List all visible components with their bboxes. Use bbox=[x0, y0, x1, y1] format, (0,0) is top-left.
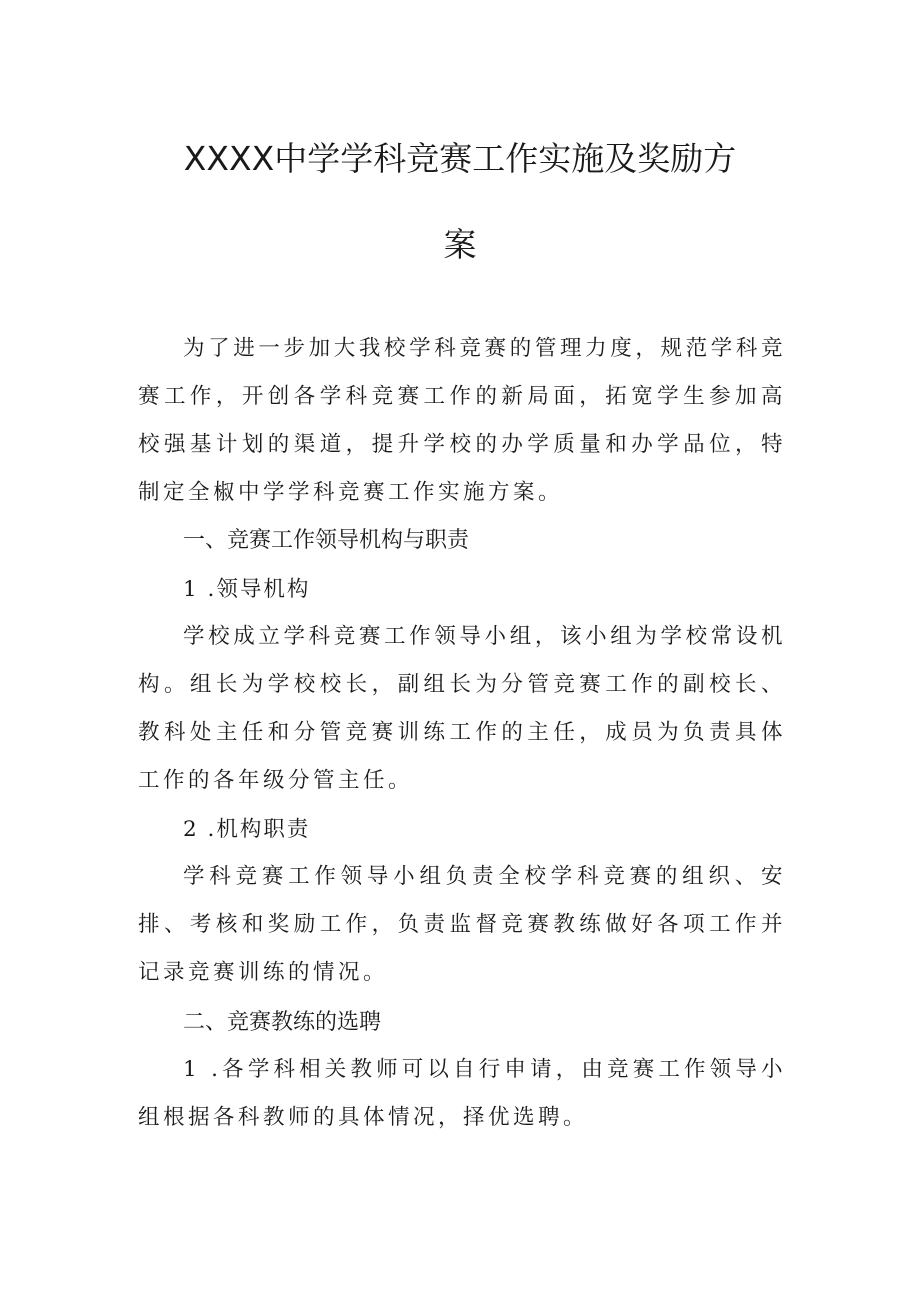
section-1-heading: 一、竞赛工作领导机构与职责 bbox=[183, 528, 470, 553]
section-1-item-2-paragraph: 学科竞赛工作领导小组负责全校学科竞赛的组织、安排、考核和奖励工作，负责监督竞赛教练做好各项工作并记录竞赛训练的情况。 bbox=[138, 864, 786, 985]
section-2-heading: 二、竞赛教练的选聘 bbox=[183, 1010, 382, 1035]
section-1-item-1-label: 1 .领导机构 bbox=[183, 577, 311, 602]
intro-paragraph: 为了进一步加大我校学科竞赛的管理力度，规范学科竞赛工作，开创各学科竞赛工作的新局面，拓宽学生参加高校强基计划的渠道，提升学校的办学质量和办学品位，特制定全椒中学学科竞赛工作实施方案。 bbox=[138, 336, 786, 505]
document-title-line-2: 案 bbox=[443, 225, 477, 264]
section-1-item-1-paragraph: 学校成立学科竞赛工作领导小组，该小组为学校常设机构。组长为学校校长，副组长为分管竞赛工作的副校长、教科处主任和分管竞赛训练工作的主任，成员为负责具体工作的各年级分管主任。 bbox=[138, 624, 786, 793]
section-1-item-2-label: 2 .机构职责 bbox=[183, 817, 311, 842]
section-2-item-1-paragraph: 1 .各学科相关教师可以自行申请，由竞赛工作领导小组根据各科教师的具体情况，择优选聘。 bbox=[138, 1057, 786, 1130]
document-title-line-1: XXXX中学学科竞赛工作实施及奖励方 bbox=[183, 139, 737, 178]
